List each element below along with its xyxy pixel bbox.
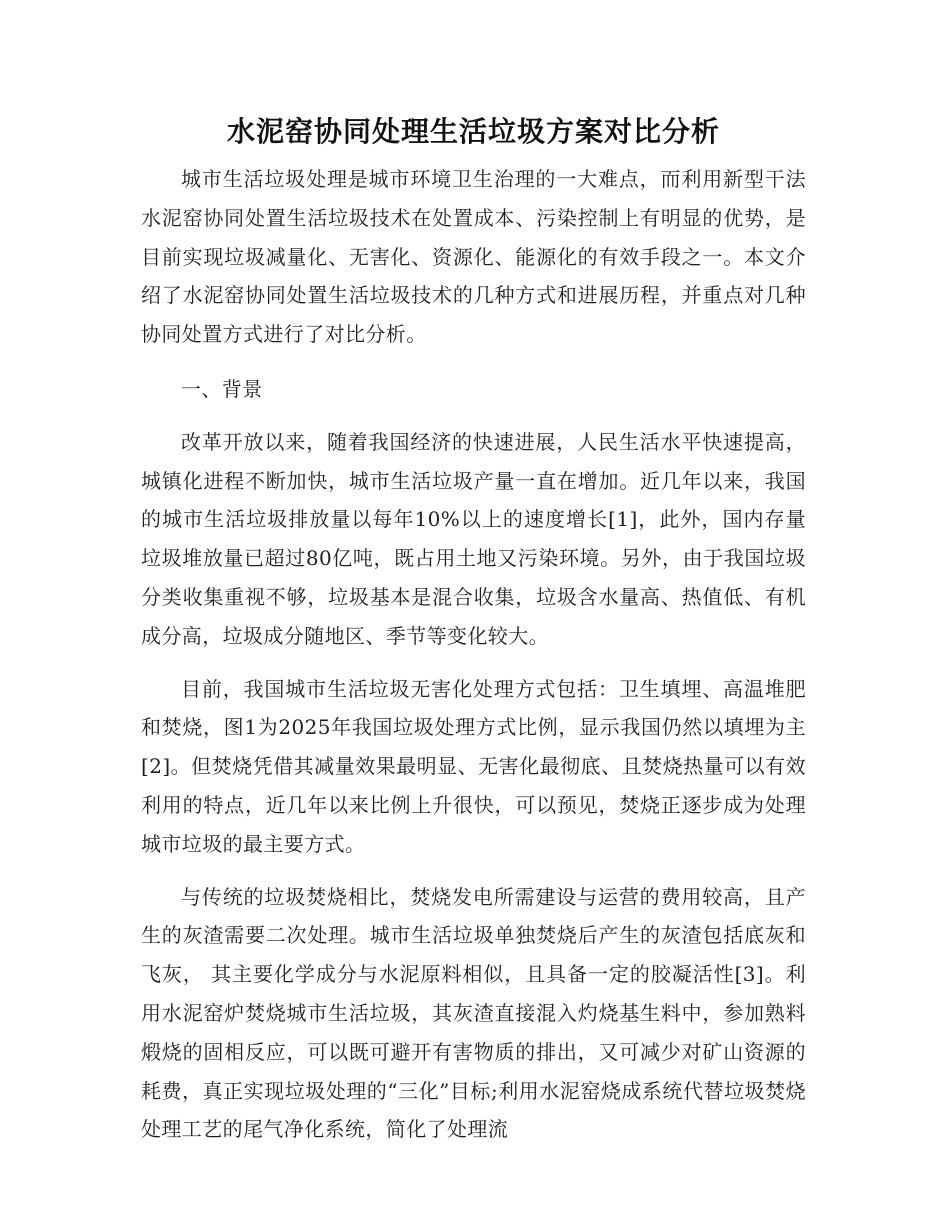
intro-paragraph: 城市生活垃圾处理是城市环境卫生治理的一大难点，而利用新型干法水泥窑协同处置生活垃圾技术在处置成本、污染控制上有明显的优势，是目前实现垃圾减量化、无害化、资源化、能源化的有效手段之一。本文介绍了水泥窑协同处置生活垃圾技术的几种方式和进展历程，并重点对几种协同处置方式进行了对比分析。 (141, 167, 806, 347)
section-heading-background: 一、背景 (181, 376, 263, 401)
body-paragraph-1: 改革开放以来，随着我国经济的快速进展，人民生活水平快速提高，城镇化进程不断加快，城市生活垃圾产量一直在增加。近几年以来，我国的城市生活垃圾排放量以每年10%以上的速度增长[1]，此外，国内存量垃圾堆放量已超过80亿吨，既占用土地又污染环境。另外，由于我国垃圾分类收集重视不够，垃圾基本是混合收集，垃圾含水量高、热值低、有机成分高，垃圾成分随地区、季节等变化较大。 (141, 429, 806, 648)
document-body (141, 110, 806, 1149)
body-paragraph-2: 目前，我国城市生活垃圾无害化处理方式包括：卫生填埋、高温堆肥和焚烧，图1为2025年我国垃圾处理方式比例，显示我国仍然以填埋为主[2]。但焚烧凭借其减量效果最明显、无害化最彻底、且焚烧热量可以有效利用的特点，近几年以来比例上升很快，可以预见，焚烧正逐步成为处理城市垃圾的最主要方式。 (141, 676, 806, 856)
document-title: 水泥窑协同处理生活垃圾方案对比分析 (226, 115, 720, 148)
body-paragraph-3: 与传统的垃圾焚烧相比，焚烧发电所需建设与运营的费用较高，且产生的灰渣需要二次处理。城市生活垃圾单独焚烧后产生的灰渣包括底灰和飞灰， 其主要化学成分与水泥原料相似，且具备一定的胶凝活性[3]。利用水泥窑炉焚烧城市生活垃圾，其灰渣直接混入灼烧基生料中，参加熟料煅烧的固相反应，可以既可避开有害物质的排出，又可减少对矿山资源的耗费，真正实现垃圾处理的“三化”目标;利用水泥窑烧成系统代替垃圾焚烧处理工艺的尾气净化系统，简化了处理流 (141, 884, 806, 1142)
